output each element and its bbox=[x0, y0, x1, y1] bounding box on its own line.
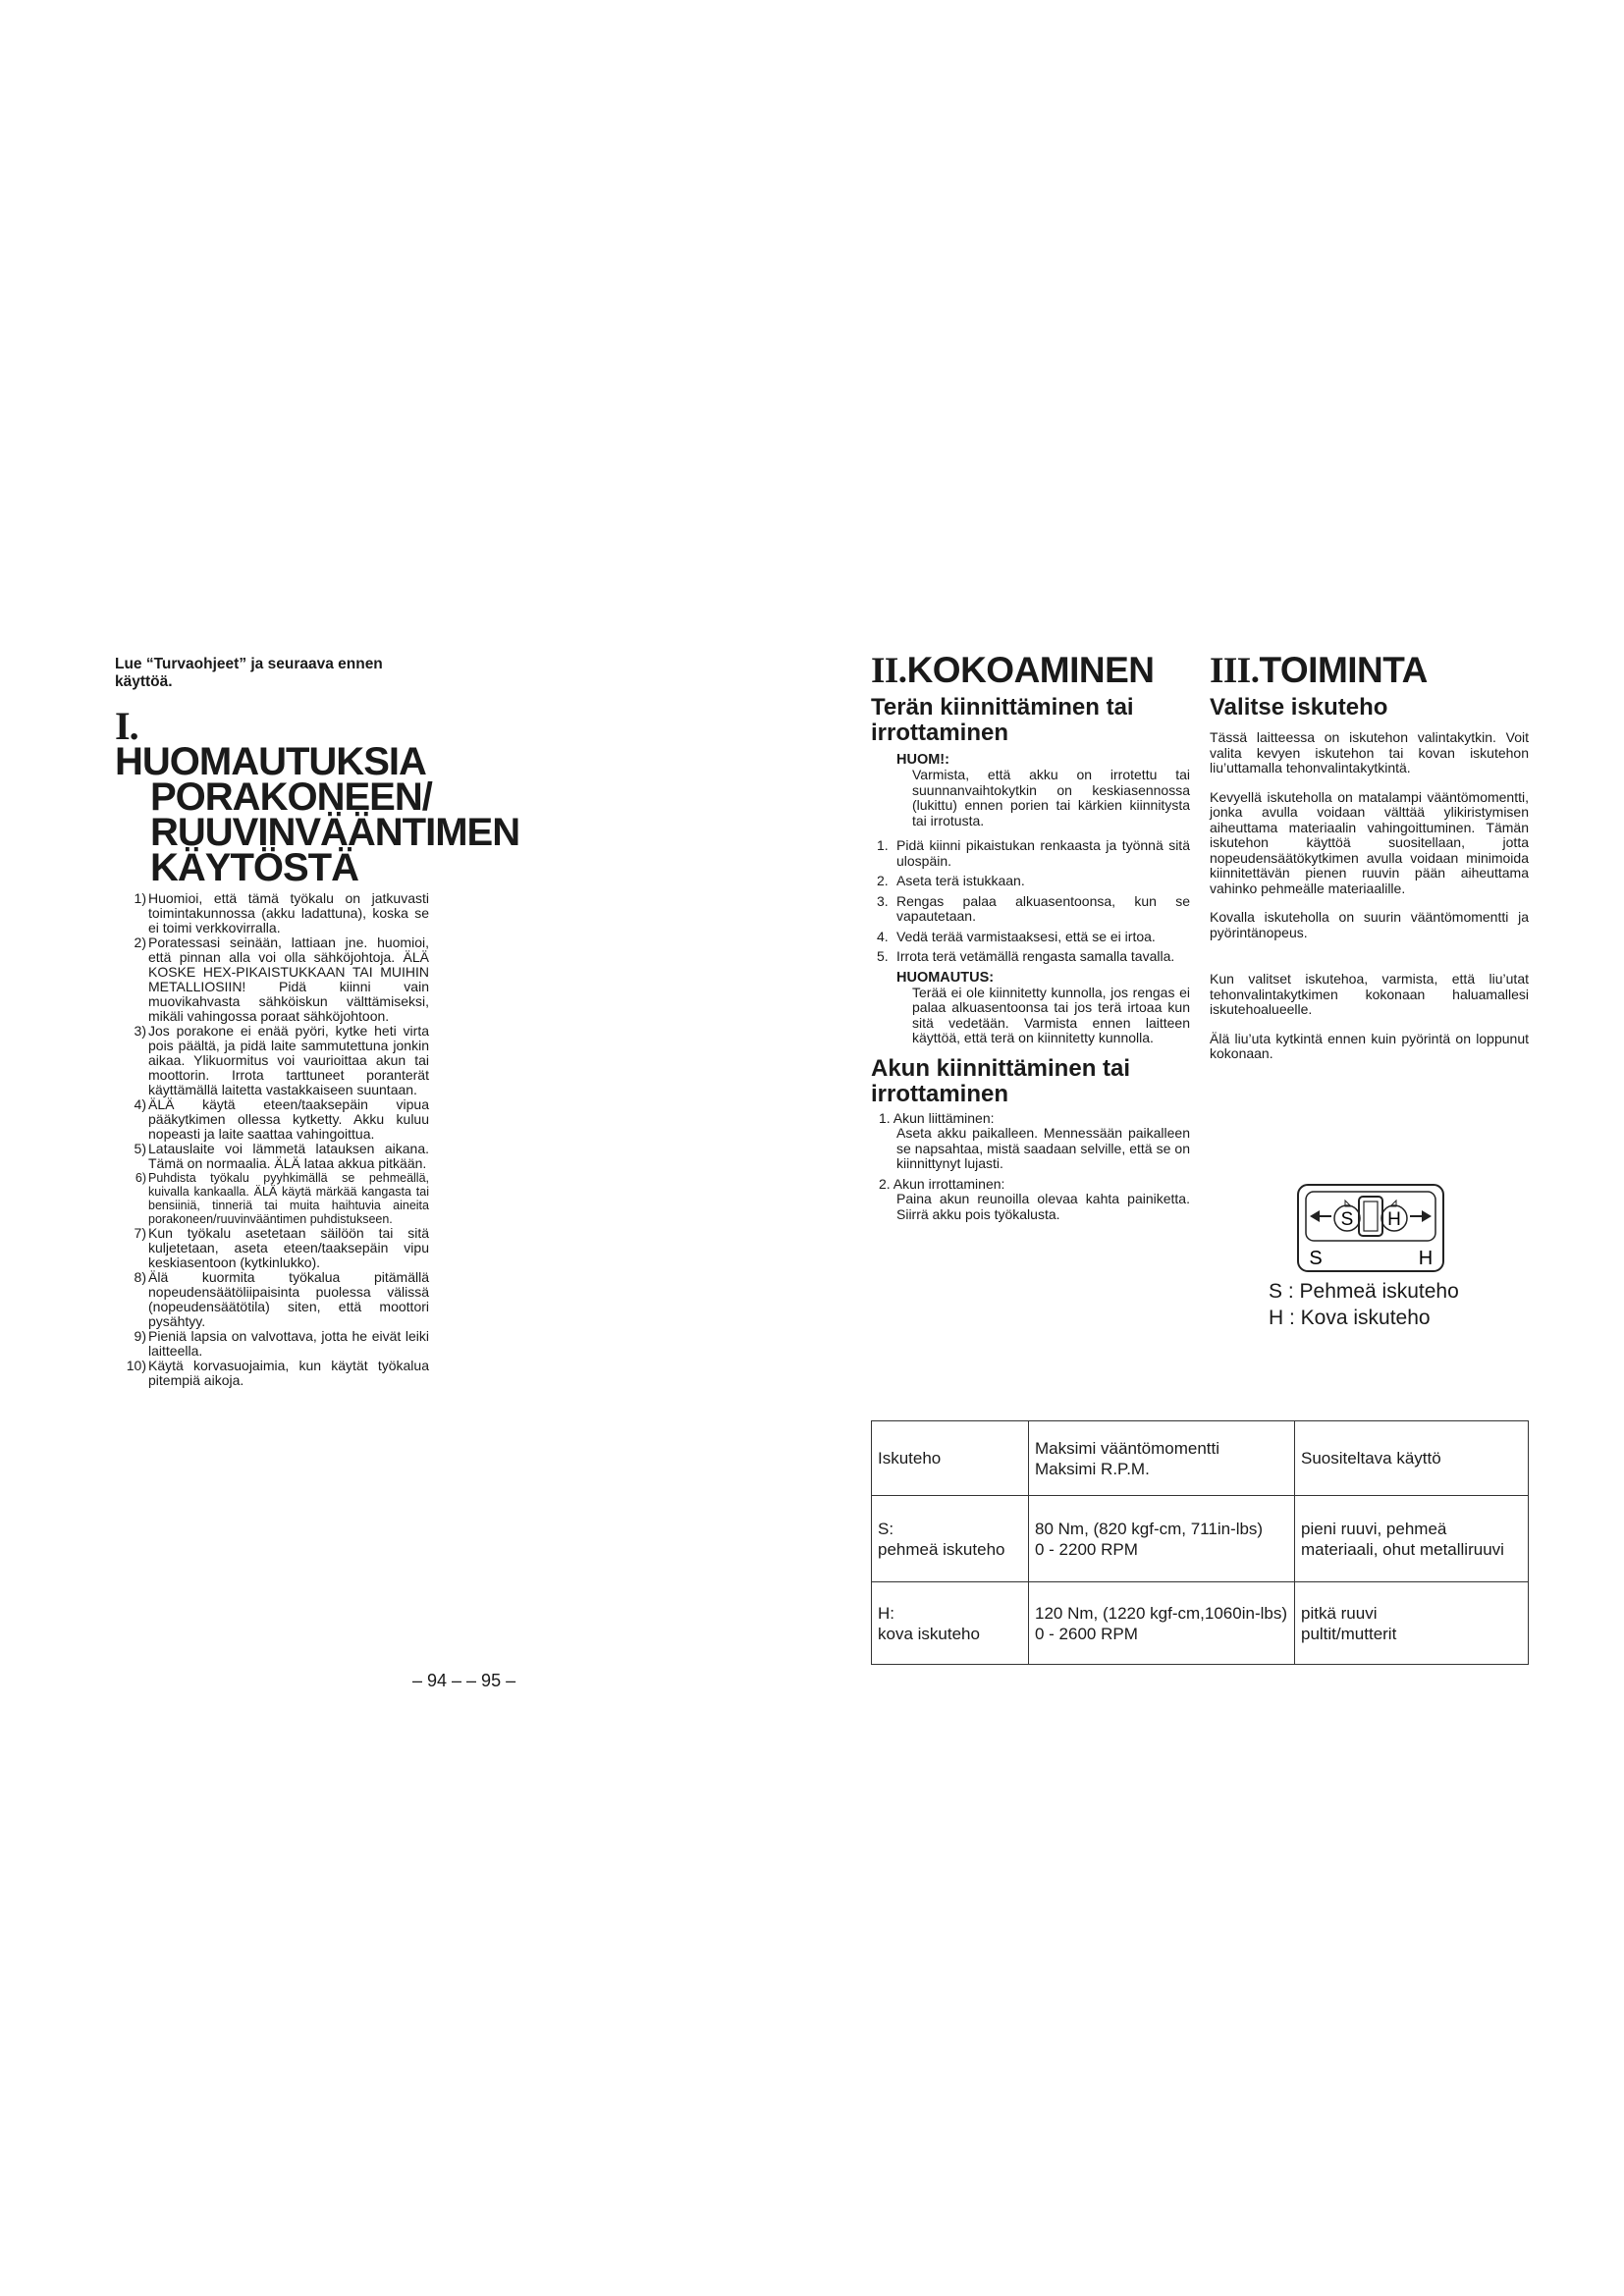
section-title-3-text: TOIMINTA bbox=[1259, 650, 1428, 690]
section-title-1 bbox=[115, 704, 520, 889]
blade-heading: Terän kiinnittäminen tai irrottaminen bbox=[871, 694, 1134, 746]
table-cell: H: kova iskuteho bbox=[872, 1582, 1029, 1665]
switch-diagram-icon bbox=[1296, 1183, 1445, 1273]
table-header-cell: Maksimi vääntömomentti Maksimi R.P.M. bbox=[1029, 1421, 1295, 1496]
middle-column bbox=[871, 651, 1190, 1222]
switch-h-label: H bbox=[1387, 1209, 1401, 1230]
table-row bbox=[872, 1582, 1529, 1665]
paragraph: Kun valitset iskutehoa, varmista, että liu’utat tehonvalintakytkimen kokonaan haluamallesi iskutehoalueelle. bbox=[1210, 971, 1529, 1017]
list-item: 9) Pieniä lapsia on valvottava, jotta he eivät leiki laitteella. bbox=[134, 1328, 429, 1359]
list-item: 1) Huomioi, että tämä työkalu on jatkuvasti toimintakunnossa (akku ladattuna), koska se ei toimi verkkovirralla. bbox=[134, 890, 429, 935]
table-header-cell: Iskuteho bbox=[872, 1421, 1029, 1496]
impact-heading: Valitse iskuteho bbox=[1210, 694, 1388, 721]
list-item: 5) Latauslaite voi lämmetä latauksen aikana. Tämä on normaalia. ÄLÄ lataa akkua pitkään. bbox=[134, 1141, 429, 1171]
paragraph: Kovalla iskuteholla on suurin vääntömomentti ja pyörintänopeus. bbox=[1210, 909, 1529, 940]
lead-text: Lue “Turvaohjeet” ja seuraava ennen käyttöä. bbox=[115, 656, 383, 690]
title-line-2: PORAKONEEN/ bbox=[150, 775, 432, 819]
page-numbers: – 94 – – 95 – bbox=[412, 1671, 516, 1690]
paragraph: Tässä laitteessa on iskutehon valintakytkin. Voit valita kevyen iskutehon tai kovan iskutehon liu’uttamalla tehonvalintakytkintä. bbox=[1210, 729, 1529, 775]
battery-step-1-body: Aseta akku paikalleen. Mennessään paikalleen se napsahtaa, mistä saadaan selville, että se on kiinnittynyt lujasti. bbox=[896, 1125, 1190, 1171]
section-roman-1: I. bbox=[115, 704, 138, 748]
battery-step-2-title: 2. Akun irrottaminen: bbox=[879, 1175, 1005, 1192]
table-cell: pieni ruuvi, pehmeä materiaali, ohut metalliruuvi bbox=[1295, 1496, 1529, 1582]
battery-steps bbox=[871, 1111, 1190, 1223]
section-roman-3: III. bbox=[1210, 651, 1260, 691]
list-item: 5. Irrota terä vetämällä rengasta samalla tavalla. bbox=[877, 948, 1175, 964]
table-cell: 120 Nm, (1220 kgf-cm,1060in-lbs) 0 - 2600 RPM bbox=[1029, 1582, 1295, 1665]
right-column bbox=[1210, 651, 1529, 1076]
list-item: 4. Vedä terää varmistaaksesi, että se ei irtoa. bbox=[877, 928, 1156, 944]
left-column bbox=[115, 656, 520, 1388]
note-body: Varmista, että akku on irrotettu tai suunnanvaihtokytkin on keskiasennossa (lukittu) ennen porien tai kärkien kiinnitysta tai irrotusta. bbox=[912, 767, 1190, 828]
switch-h-bottom-label: H bbox=[1418, 1248, 1434, 1269]
impact-switch-illustration bbox=[1296, 1183, 1445, 1273]
switch-legend bbox=[1269, 1278, 1459, 1331]
list-item: 2. Aseta terä istukkaan. bbox=[877, 873, 1025, 888]
battery-step-1-title: 1. Akun liittäminen: bbox=[879, 1109, 995, 1126]
notice-body: Terää ei ole kiinnitetty kunnolla, jos rengas ei palaa alkuasentoonsa tai jos terä irtoaa kun sitä vedetään. Varmista ennen laitteen käyttöä, että terä on kiinnitetty kunnolla. bbox=[912, 984, 1190, 1045]
section-title-2 bbox=[871, 651, 1190, 691]
blade-steps bbox=[871, 838, 1190, 965]
battery-step-2-body: Paina akun reunoilla olevaa kahta painiketta. Siirrä akku pois työkalusta. bbox=[896, 1191, 1190, 1222]
list-item: 6) Puhdista työkalu pyyhkimällä se pehmeällä, kuivalla kankaalla. ÄLÄ käytä märkää kangasta tai bensiiniä, tinneriä tai muita haihtuvia aineita porakoneen/ruuvinvääntimen puhdistukseen. bbox=[135, 1171, 429, 1226]
list-item: 4) ÄLÄ käytä eteen/taaksepäin vipua pääkytkimen ollessa kytketty. Akku kuluu nopeasti ja laite saattaa vahingoittua. bbox=[134, 1096, 429, 1142]
paragraph: Kevyellä iskuteholla on matalampi vääntömomentti, jonka avulla voidaan välttää ylikiristymisen aiheuttama materiaalin vahingoittuminen. Tämän iskutehon käyttöä suositellaan, jotta nopeudensäätökytkimen avulla voidaan minimoida kiinnitettävän pienen ruuvin pään aiheuttama vahinko pehmeälle materiaalille. bbox=[1210, 788, 1529, 896]
paragraph: Älä liu’uta kytkintä ennen kuin pyörintä on loppunut kokonaan. bbox=[1210, 1030, 1529, 1061]
switch-s-bottom-label: S bbox=[1309, 1248, 1323, 1269]
section-title-2-text: KOKOAMINEN bbox=[906, 650, 1155, 690]
list-item: 3) Jos porakone ei enää pyöri, kytke heti virta pois päältä, ja pidä laite sammutettuna jonkin aikaa. Ylikuormitus voi vaurioittaa akun tai moottorin. Irrota tarttuneet poranterät käyttämällä laitetta vastakkaiseen suuntaan. bbox=[134, 1023, 429, 1097]
table-cell: pitkä ruuvi pultit/mutterit bbox=[1295, 1582, 1529, 1665]
table-cell: 80 Nm, (820 kgf-cm, 711in-lbs) 0 - 2200 RPM bbox=[1029, 1496, 1295, 1582]
list-item: 7) Kun työkalu asetetaan säilöön tai sitä kuljetetaan, aseta eteen/taaksepäin vipu keskiasentoon (kytkinlukko). bbox=[134, 1225, 429, 1270]
list-item: 8) Älä kuormita työkalua pitämällä nopeudensäätöliipaisinta puolessa välissä (nopeudensäätötila) siten, että moottori pysähtyy. bbox=[134, 1269, 429, 1329]
impact-spec-table bbox=[871, 1420, 1529, 1665]
section-title-3 bbox=[1210, 651, 1529, 691]
title-line-3: RUUVINVÄÄNTIMEN bbox=[150, 811, 520, 854]
list-item: 2) Poratessasi seinään, lattiaan jne. huomioi, että pinnan alla voi olla sähköjohtoja. ÄLÄ KOSKE HEX-PIKAISTUKKAAN TAI MUIHIN METALLIOSIIN! Pidä kiinni vain muovikahvasta sähköiskun välttämiseksi, mikäli vahingossa poraat sähköjohtoon. bbox=[134, 934, 429, 1024]
list-item: 1. Pidä kiinni pikaistukan renkaasta ja työnnä sitä ulospäin. bbox=[877, 837, 1190, 869]
battery-heading: Akun kiinnittäminen tai irrottaminen bbox=[871, 1054, 1131, 1107]
legend-s: S : Pehmeä iskuteho bbox=[1269, 1280, 1459, 1303]
notice-heading: HUOMAUTUS: bbox=[896, 969, 995, 986]
title-line-4: KÄYTÖSTÄ bbox=[150, 846, 358, 889]
switch-s-label: S bbox=[1340, 1209, 1354, 1230]
warning-list bbox=[115, 891, 429, 1388]
table-row bbox=[872, 1496, 1529, 1582]
legend-h: H : Kova iskuteho bbox=[1269, 1307, 1431, 1329]
note-heading: HUOM!: bbox=[896, 752, 949, 768]
table-cell: S: pehmeä iskuteho bbox=[872, 1496, 1029, 1582]
table-header-row bbox=[872, 1421, 1529, 1496]
table-header-cell: Suositeltava käyttö bbox=[1295, 1421, 1529, 1496]
section-roman-2: II. bbox=[871, 651, 907, 691]
list-item: 3. Rengas palaa alkuasentoonsa, kun se vapautetaan. bbox=[877, 892, 1190, 924]
title-line-1: HUOMAUTUKSIA bbox=[115, 740, 426, 783]
list-item: 10) Käytä korvasuojaimia, kun käytät työkalua pitempiä aikoja. bbox=[126, 1358, 429, 1388]
